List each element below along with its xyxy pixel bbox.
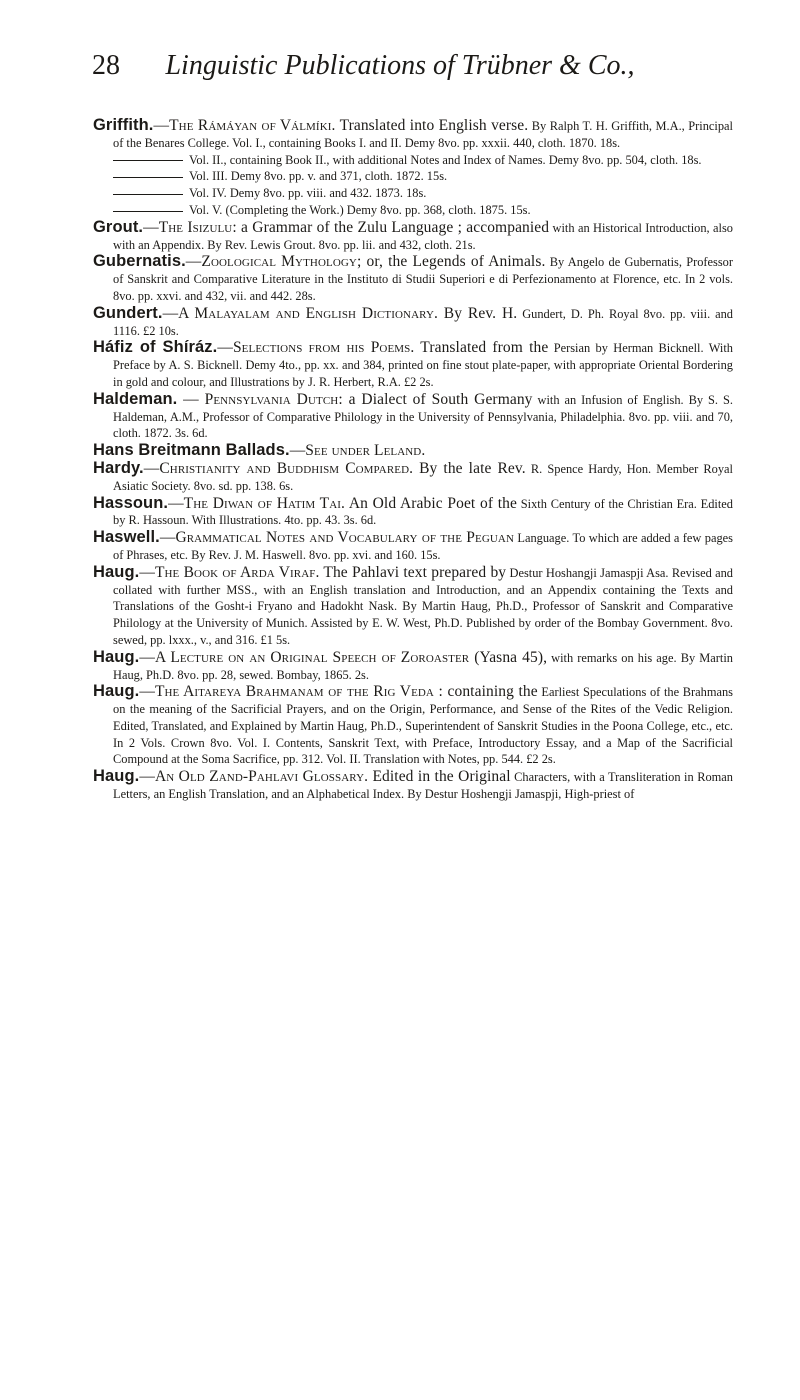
- entry-lead-tail: ; or, the Legends of Animals.: [356, 253, 546, 271]
- volume-text: Vol. V. (Completing the Work.) Demy 8vo. pp. 368, cloth. 1875. 15s.: [189, 202, 531, 217]
- entry-body: with an Infusion of English. By S. S. Haldeman, A.M., Professor of Comparative Philology in the University of Pennsylvania, Philadelphia. 8vo. pp. viii. and 70, cloth. 1872. 3s. 6d.: [113, 392, 733, 441]
- entry-title: —A Lecture on an Original Speech of Zoroaster: [139, 648, 470, 666]
- entry-headword: Haug.: [93, 682, 140, 701]
- catalogue-entry: [93, 495, 733, 530]
- dash-rule: [113, 177, 183, 178]
- entry-body: Gundert, D. Ph. Royal 8vo. pp. viii. and 1116. £2 10s.: [113, 306, 733, 338]
- volume-text: Vol. II., containing Book II., with additional Notes and Index of Names. Demy 8vo. pp. 504, cloth. 18s.: [189, 152, 702, 167]
- entry-headword: Griffith.: [93, 116, 154, 134]
- entry-body: R. Spence Hardy, Hon. Member Royal Asiatic Society. 8vo. sd. pp. 138. 6s.: [113, 461, 734, 493]
- entry-title: —Selections from his Poems.: [217, 339, 415, 357]
- catalogue-entry: [93, 649, 733, 684]
- catalogue-entry: [93, 391, 733, 442]
- catalogue-entry: [93, 117, 733, 152]
- entry-title: —The Isizulu: [143, 218, 233, 236]
- dash-rule: [113, 160, 183, 161]
- entry-headword: Háfiz of Shíráz.: [93, 338, 218, 357]
- entry-lead-tail: : a Dialect of South Germany: [338, 390, 533, 408]
- entry-lead-tail: : a Grammar of the Zulu Language ; accompanied: [232, 218, 550, 236]
- entry-lead-tail: Edited in the Original: [368, 768, 511, 786]
- dash-rule: [113, 194, 183, 195]
- entry-body: Earliest Speculations of the Brahmans on the meaning of the Sacrificial Prayers, and on the Origin, Performance, and Sense of the Rites of the Vedic Religion. Edited, Translated, and Explained by Martin Haug, Ph.D., Superintendent of Sanskrit Studies in the Poona College, etc., etc. In 2 Vols. Crown 8vo. Vol. I. Contents, Sanskrit Text, with Preface, Introductory Essay, and a Map of the Sacrificial Compound at the Soma Sacrifice, pp. 312. Vol. II. Translation with Notes, pp. 544. £2 2s.: [113, 685, 733, 767]
- catalogue-entry: [93, 564, 733, 649]
- volume-text: Vol. IV. Demy 8vo. pp. viii. and 432. 1873. 18s.: [189, 186, 427, 201]
- entry-headword: Hans Breitmann Ballads.: [93, 441, 290, 460]
- entry-body: with remarks on his age. By Martin Haug, Ph.D. 8vo. pp. 28, sewed. Bombay, 1865. 2s.: [113, 650, 733, 682]
- entry-body: Characters, with a Transliteration in Roman Letters, an English Translation, and an Alphabetical Index. By Destur Hoshengji Jamaspji, High-priest of: [113, 770, 733, 802]
- entry-title: — Pennsylvania Dutch: [177, 390, 339, 408]
- entry-title: —The Aitareya Brahmanam of the Rig Veda: [139, 683, 434, 701]
- entry-body: with an Historical Introduction, also with an Appendix. By Rev. Lewis Grout. 8vo. pp. lii. and 432, cloth. 21s.: [113, 220, 733, 252]
- catalogue-entry: [93, 253, 733, 304]
- entry-headword: Grout.: [93, 217, 144, 236]
- entry-headword: Hardy.: [93, 458, 144, 477]
- catalogue-entry: [93, 529, 733, 564]
- entry-lead-tail: By Rev. H.: [437, 304, 518, 322]
- entry-headword: Hassoun.: [93, 493, 169, 512]
- entry-title: —The Rámáyan of Válmíki.: [153, 117, 336, 134]
- catalogue-entry: [93, 768, 733, 803]
- entry-headword: Haug.: [93, 647, 140, 666]
- entry-lead-tail: Translated into English verse.: [335, 117, 529, 134]
- volume-text: Vol. III. Demy 8vo. pp. v. and 371, cloth. 1872. 15s.: [189, 169, 448, 184]
- dash-rule: [113, 211, 183, 212]
- entry-title: —See under Leland.: [289, 442, 426, 460]
- entry-title: —A Malayalam and English Dictionary.: [162, 304, 438, 322]
- entry-body: Destur Hoshangji Jamaspji Asa. Revised and collated with further MSS., with an English translation and Introduction, and an Appendix containing the Texts and Translations of the Gosht-i Fryano and Hadokht Nask. By Martin Haug, Ph.D., Professor of Sanskrit and Comparative Philology at the University of Munich. Assisted by E. W. West, Ph.D. Published by order of the Bombay Government. 8vo. sewed, pp. lxxx., v., and 316. £1 5s.: [113, 565, 733, 647]
- entry-headword: Gubernatis.: [93, 252, 186, 271]
- volume-line: [93, 168, 733, 185]
- entry-title: —Zoological Mythology: [185, 253, 357, 271]
- entry-headword: Haug.: [93, 767, 140, 786]
- entry-lead-tail: By the late Rev.: [413, 459, 526, 477]
- catalogue-entry: [93, 305, 733, 340]
- catalogue-entry: [93, 442, 733, 460]
- catalogue-entries: [93, 117, 733, 803]
- volume-line: [93, 152, 733, 169]
- entry-body: By Ralph T. H. Griffith, M.A., Principal of the Benares College. Vol. I., containing Books I. and II. Demy 8vo. pp. xxxii. 440, cloth. 1870. 18s.: [113, 119, 733, 150]
- entry-title: —An Old Zand-Pahlavi Glossary.: [139, 768, 369, 786]
- entry-body: Sixth Century of the Christian Era. Edited by R. Hassoun. With Illustrations. 4to. pp. 43. 3s. 6d.: [113, 496, 733, 528]
- entry-lead-tail: (Yasna 45),: [469, 648, 548, 666]
- entry-lead-tail: Translated from the: [414, 339, 549, 357]
- entry-headword: Haswell.: [93, 528, 160, 547]
- volume-line: [93, 185, 733, 202]
- entry-title: —Christianity and Buddhism Compared.: [143, 459, 414, 477]
- catalogue-entry: [93, 683, 733, 768]
- entry-body: By Angelo de Gubernatis, Professor of Sanskrit and Comparative Literature in the Instituto di Studii Superiori e di Perfezionamento at Florence, etc. In 2 vols. 8vo. pp. xxvi. and 432, vii. and 442. 28s.: [113, 255, 733, 303]
- volume-line: [93, 202, 733, 219]
- entry-headword: Haug.: [93, 562, 140, 581]
- entry-lead-tail: The Pahlavi text prepared by: [319, 563, 507, 581]
- page-header: [0, 50, 800, 90]
- catalogue-entry: [93, 339, 733, 390]
- page-number: 28: [92, 50, 120, 81]
- entry-title: —The Book of Arda Viraf.: [139, 563, 320, 581]
- catalogue-entry: [93, 460, 733, 495]
- entry-title: —The Diwan of Hatim Tai.: [168, 494, 346, 512]
- catalogue-entry: [93, 219, 733, 254]
- entry-title: —Grammatical Notes and Vocabulary of the Peguan: [159, 529, 514, 547]
- entry-headword: Gundert.: [93, 303, 163, 322]
- entry-lead-tail: : containing the: [433, 683, 538, 701]
- entry-body: Language. To which are added a few pages of Phrases, etc. By Rev. J. M. Haswell. 8vo. pp. xvi. and 160. 15s.: [113, 531, 733, 562]
- running-head: Linguistic Publications of Trübner & Co.,: [165, 50, 635, 81]
- entry-headword: Haldeman.: [93, 389, 178, 408]
- entry-body: Persian by Herman Bicknell. With Preface by A. S. Bicknell. Demy 4to., pp. xx. and 384, printed on fine stout plate-paper, with appropriate Oriental Bordering in gold and colour, and Illustrations by J. R. Herbert, R.A. £2 2s.: [113, 341, 733, 389]
- entry-lead-tail: An Old Arabic Poet of the: [345, 494, 517, 512]
